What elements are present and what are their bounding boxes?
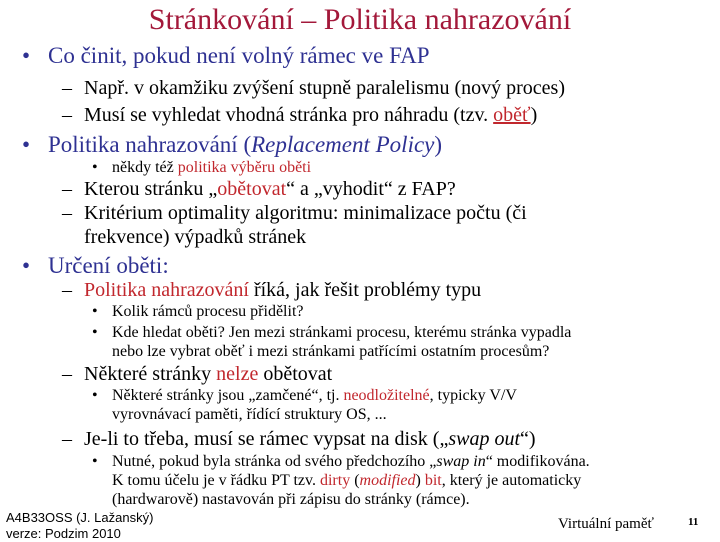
footer-topic: Virtuální paměť [558,516,654,532]
tertiary-dirty-bit-cont: (hardwarově) nastavován při zápisu do stránky (rámce). [112,491,470,508]
dash-marker: – [62,202,72,224]
dash-marker: – [62,363,72,385]
slide-title: Stránkování – Politika nahrazování [148,3,572,36]
dash-marker: – [62,104,72,126]
bullet-marker: • [92,387,98,404]
footer-course: A4B33OSS (J. Lažanský) [6,510,154,525]
footer-course-info [6,510,153,542]
tertiary-where-victims-cont: nebo lze vybrat oběť i mezi stránkami patřícími ostatním procesům? [112,343,550,360]
tertiary-modified: Nutné, pokud byla stránka od svého předchozího „swap in“ modifikována. [112,453,590,470]
bullet-marker: • [92,324,98,341]
tertiary-locked: Některé stránky jsou „zamčené“, tj. neodložitelné, typicky V/V [112,387,517,404]
subitem-swap-out: Je-li to třeba, musí se rámec vypsat na disk („swap out“) [84,428,536,450]
dash-marker: – [62,178,72,200]
subitem-victim-selection: někdy též politika výběru oběti [112,159,312,176]
bullet-replacement-policy: Politika nahrazování (Replacement Policy) [48,132,443,157]
tertiary-dirty-bit: K tomu účelu je v řádku PT tzv. dirty (modified) bit, který je automaticky [112,472,582,489]
tertiary-locked-cont: vyrovnávací paměti, řídící struktury OS, ... [112,406,387,423]
subitem-find-victim: Musí se vyhledat vhodná stránka pro náhradu (tzv. oběť) [84,104,538,126]
bullet-no-free-frame: Co činit, pokud není volný rámec ve FAP [48,43,430,68]
subitem-optimality: Kritérium optimality algoritmu: minimalizace počtu (či [84,202,527,224]
bullet-marker: • [22,43,31,68]
page-number: 11 [688,516,699,528]
dash-marker: – [62,77,72,99]
bullet-victim-determination: Určení oběti: [48,253,169,278]
dash-marker: – [62,428,72,450]
subitem-optimality-cont: frekvence) výpadků stránek [84,226,307,248]
subitem-which-page: Kterou stránku „obětovat“ a „vyhodit“ z FAP? [84,178,456,200]
subitem-policy-says: Politika nahrazování říká, jak řešit problémy typu [84,279,482,301]
tertiary-frame-count: Kolik rámců procesu přidělit? [112,303,304,320]
bullet-marker: • [22,253,31,278]
subitem-locked-pages: Některé stránky nelze obětovat [84,363,333,385]
bullet-marker: • [92,303,98,320]
bullet-marker: • [92,159,98,176]
dash-marker: – [62,279,72,301]
footer-version: verze: Podzim 2010 [6,526,121,541]
bullet-marker: • [22,132,31,157]
bullet-marker: • [92,453,98,470]
victim-term: oběť [493,104,531,126]
subitem-parallelism: Např. v okamžiku zvýšení stupně paralelismu (nový proces) [84,77,565,99]
tertiary-where-victims: Kde hledat oběti? Jen mezi stránkami procesu, kterému stránka vypadla [112,324,572,341]
